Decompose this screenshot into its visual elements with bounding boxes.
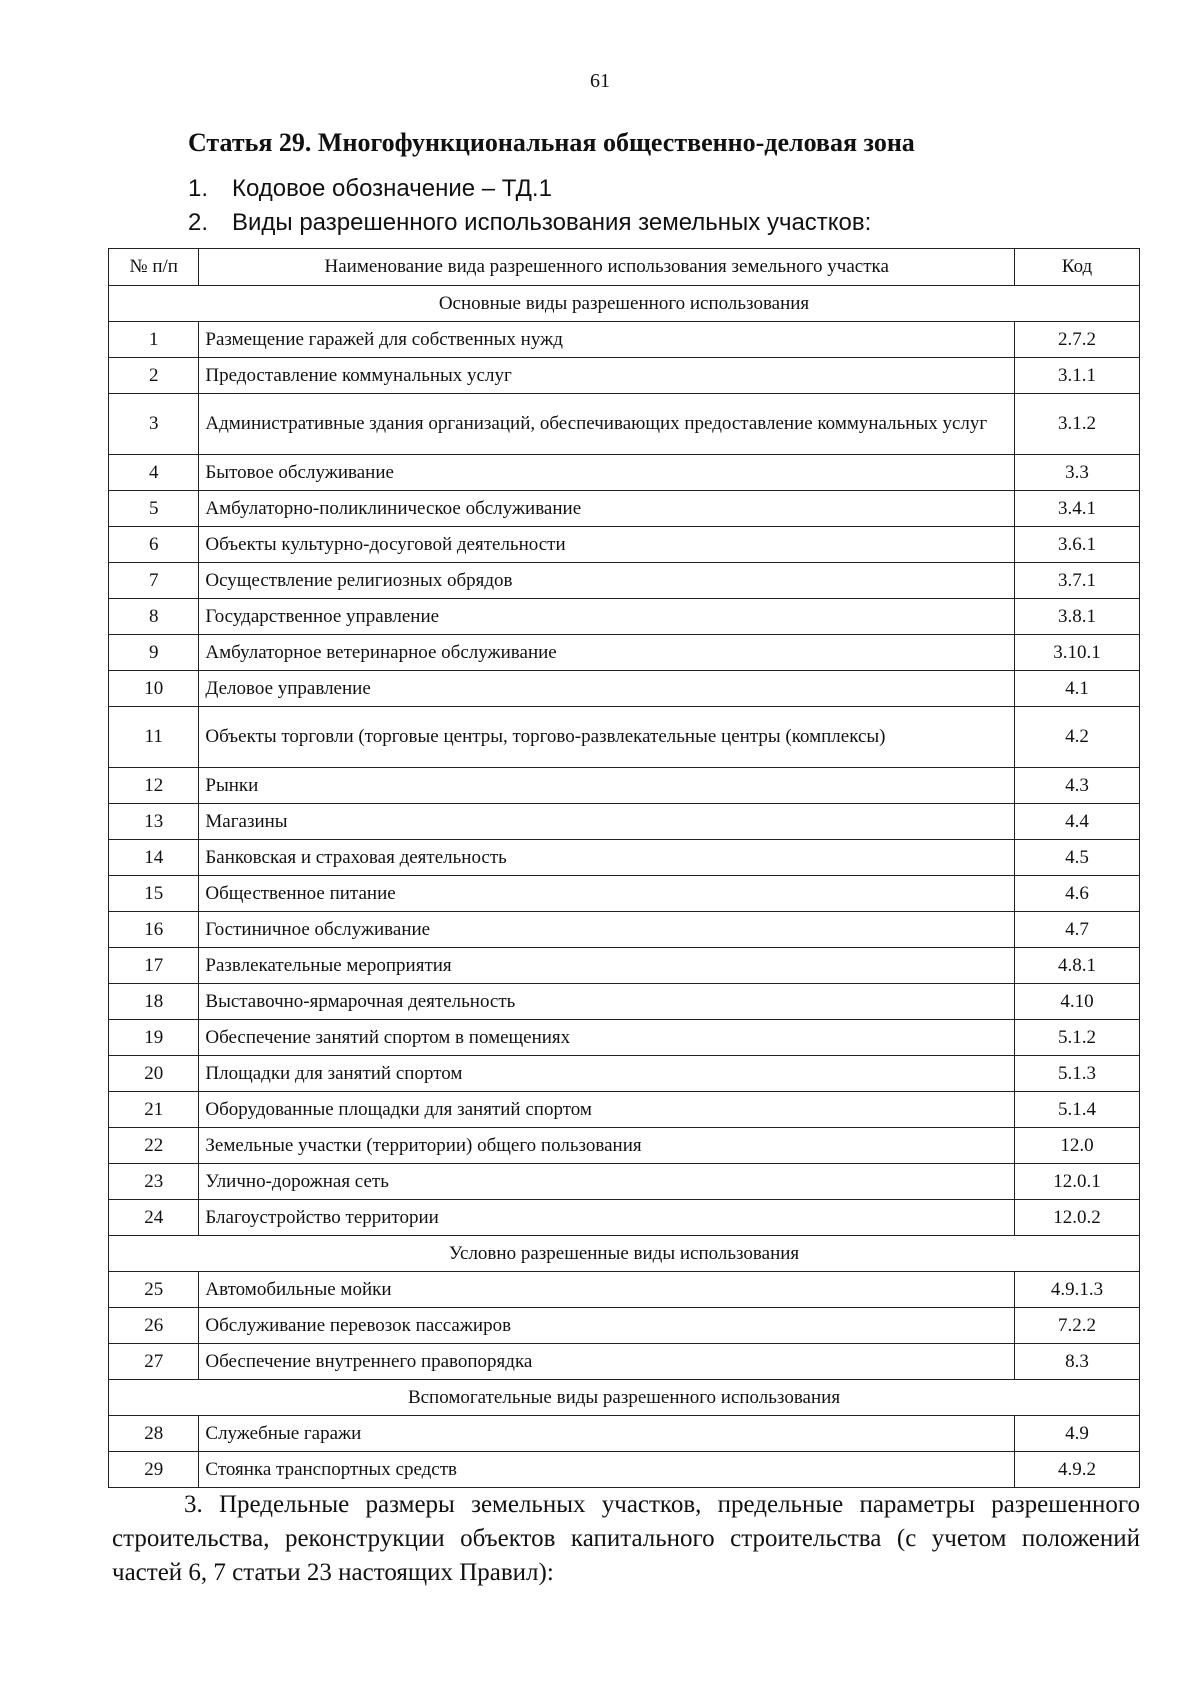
row-name: Земельные участки (территории) общего пользования (199, 1128, 1015, 1164)
table-row (109, 1200, 1140, 1236)
row-code: 4.9.1.3 (1015, 1272, 1140, 1308)
row-number: 5 (109, 491, 199, 527)
row-name: Объекты торговли (торговые центры, торгово-развлекательные центры (комплексы) (199, 707, 1015, 768)
row-code: 4.9 (1015, 1416, 1140, 1452)
row-code: 4.2 (1015, 707, 1140, 768)
row-name: Благоустройство территории (199, 1200, 1015, 1236)
row-name: Банковская и страховая деятельность (199, 840, 1015, 876)
paragraph-3-text: 3. Предельные размеры земельных участков, предельные параметры разрешенного строительства, реконструкции объектов капитального строительства (с учетом положений частей 6, 7 статьи 23 настоящих Правил): (112, 1491, 1140, 1586)
section-title: Условно разрешенные виды использования (109, 1236, 1140, 1272)
row-code: 4.7 (1015, 912, 1140, 948)
row-code: 8.3 (1015, 1344, 1140, 1380)
row-name: Площадки для занятий спортом (199, 1056, 1015, 1092)
row-code: 5.1.3 (1015, 1056, 1140, 1092)
row-code: 3.1.1 (1015, 358, 1140, 394)
table-row (109, 322, 1140, 358)
table-section-row (109, 1380, 1140, 1416)
table-row (109, 1128, 1140, 1164)
row-name: Гостиничное обслуживание (199, 912, 1015, 948)
row-code: 4.1 (1015, 671, 1140, 707)
table-row (109, 1056, 1140, 1092)
row-number: 25 (109, 1272, 199, 1308)
table-row (109, 1308, 1140, 1344)
row-number: 9 (109, 635, 199, 671)
article-title: Статья 29. Многофункциональная общественно-деловая зона (188, 128, 915, 157)
row-code: 4.3 (1015, 768, 1140, 804)
row-code: 5.1.2 (1015, 1020, 1140, 1056)
row-name: Улично-дорожная сеть (199, 1164, 1015, 1200)
page-number: 61 (590, 70, 610, 92)
table-row (109, 394, 1140, 455)
row-number: 8 (109, 599, 199, 635)
row-name: Обеспечение занятий спортом в помещениях (199, 1020, 1015, 1056)
row-number: 26 (109, 1308, 199, 1344)
row-name: Деловое управление (199, 671, 1015, 707)
row-name: Стоянка транспортных средств (199, 1452, 1015, 1488)
table-row (109, 1092, 1140, 1128)
row-name: Осуществление религиозных обрядов (199, 563, 1015, 599)
table-row (109, 635, 1140, 671)
row-name: Объекты культурно-досуговой деятельности (199, 527, 1015, 563)
table-row (109, 358, 1140, 394)
table-section-row (109, 1236, 1140, 1272)
list-item-text: Виды разрешенного использования земельных участков: (232, 209, 872, 236)
row-number: 29 (109, 1452, 199, 1488)
row-code: 12.0 (1015, 1128, 1140, 1164)
table-row (109, 840, 1140, 876)
list-item-number: 2. (188, 209, 209, 236)
column-header-number: № п/п (109, 249, 199, 286)
row-number: 20 (109, 1056, 199, 1092)
row-number: 15 (109, 876, 199, 912)
row-number: 7 (109, 563, 199, 599)
row-code: 4.4 (1015, 804, 1140, 840)
row-number: 21 (109, 1092, 199, 1128)
list-item-number: 1. (188, 175, 209, 202)
section-title: Основные виды разрешенного использования (109, 286, 1140, 322)
table-row (109, 455, 1140, 491)
row-number: 22 (109, 1128, 199, 1164)
row-name: Государственное управление (199, 599, 1015, 635)
row-number: 14 (109, 840, 199, 876)
row-number: 27 (109, 1344, 199, 1380)
row-name: Выставочно-ярмарочная деятельность (199, 984, 1015, 1020)
row-code: 3.6.1 (1015, 527, 1140, 563)
row-code: 3.10.1 (1015, 635, 1140, 671)
table-header-row (109, 249, 1140, 286)
list-item (188, 206, 871, 240)
row-name: Размещение гаражей для собственных нужд (199, 322, 1015, 358)
row-code: 3.7.1 (1015, 563, 1140, 599)
paragraph-3 (112, 1488, 1140, 1590)
row-code: 3.4.1 (1015, 491, 1140, 527)
row-name: Служебные гаражи (199, 1416, 1015, 1452)
list-item-text: Кодовое обозначение – ТД.1 (232, 175, 552, 202)
row-code: 12.0.2 (1015, 1200, 1140, 1236)
section-title: Вспомогательные виды разрешенного использования (109, 1380, 1140, 1416)
row-number: 4 (109, 455, 199, 491)
row-name: Предоставление коммунальных услуг (199, 358, 1015, 394)
table-body (109, 286, 1140, 1488)
row-number: 13 (109, 804, 199, 840)
row-number: 28 (109, 1416, 199, 1452)
row-name: Развлекательные мероприятия (199, 948, 1015, 984)
row-number: 16 (109, 912, 199, 948)
row-number: 10 (109, 671, 199, 707)
row-name: Амбулаторно-поликлиническое обслуживание (199, 491, 1015, 527)
table-row (109, 491, 1140, 527)
row-code: 4.10 (1015, 984, 1140, 1020)
row-number: 12 (109, 768, 199, 804)
row-number: 11 (109, 707, 199, 768)
row-name: Обслуживание перевозок пассажиров (199, 1308, 1015, 1344)
row-code: 4.5 (1015, 840, 1140, 876)
row-number: 17 (109, 948, 199, 984)
row-number: 23 (109, 1164, 199, 1200)
table-row (109, 876, 1140, 912)
row-name: Обеспечение внутреннего правопорядка (199, 1344, 1015, 1380)
table-row (109, 599, 1140, 635)
table-row (109, 1416, 1140, 1452)
table-row (109, 804, 1140, 840)
table-row (109, 563, 1140, 599)
intro-list (188, 172, 871, 240)
row-name: Магазины (199, 804, 1015, 840)
table-row (109, 768, 1140, 804)
row-code: 3.3 (1015, 455, 1140, 491)
table-row (109, 527, 1140, 563)
table-row (109, 1020, 1140, 1056)
table-row (109, 1272, 1140, 1308)
row-name: Административные здания организаций, обеспечивающих предоставление коммунальных услуг (199, 394, 1015, 455)
table-row (109, 707, 1140, 768)
table-row (109, 671, 1140, 707)
row-number: 24 (109, 1200, 199, 1236)
row-name: Общественное питание (199, 876, 1015, 912)
row-name: Оборудованные площадки для занятий спортом (199, 1092, 1015, 1128)
row-number: 1 (109, 322, 199, 358)
row-name: Бытовое обслуживание (199, 455, 1015, 491)
table-section-row (109, 286, 1140, 322)
table-row (109, 948, 1140, 984)
table-row (109, 984, 1140, 1020)
row-code: 12.0.1 (1015, 1164, 1140, 1200)
row-code: 4.8.1 (1015, 948, 1140, 984)
column-header-name: Наименование вида разрешенного использования земельного участка (199, 249, 1015, 286)
column-header-code: Код (1015, 249, 1140, 286)
list-item (188, 172, 871, 206)
row-name: Автомобильные мойки (199, 1272, 1015, 1308)
row-code: 3.1.2 (1015, 394, 1140, 455)
table-row (109, 1452, 1140, 1488)
land-use-table (108, 248, 1140, 1488)
row-code: 2.7.2 (1015, 322, 1140, 358)
row-number: 19 (109, 1020, 199, 1056)
row-code: 4.9.2 (1015, 1452, 1140, 1488)
row-code: 4.6 (1015, 876, 1140, 912)
row-number: 18 (109, 984, 199, 1020)
table-row (109, 1164, 1140, 1200)
row-code: 5.1.4 (1015, 1092, 1140, 1128)
row-number: 3 (109, 394, 199, 455)
row-name: Амбулаторное ветеринарное обслуживание (199, 635, 1015, 671)
row-code: 3.8.1 (1015, 599, 1140, 635)
row-code: 7.2.2 (1015, 1308, 1140, 1344)
row-number: 6 (109, 527, 199, 563)
row-number: 2 (109, 358, 199, 394)
row-name: Рынки (199, 768, 1015, 804)
table-row (109, 1344, 1140, 1380)
table-row (109, 912, 1140, 948)
